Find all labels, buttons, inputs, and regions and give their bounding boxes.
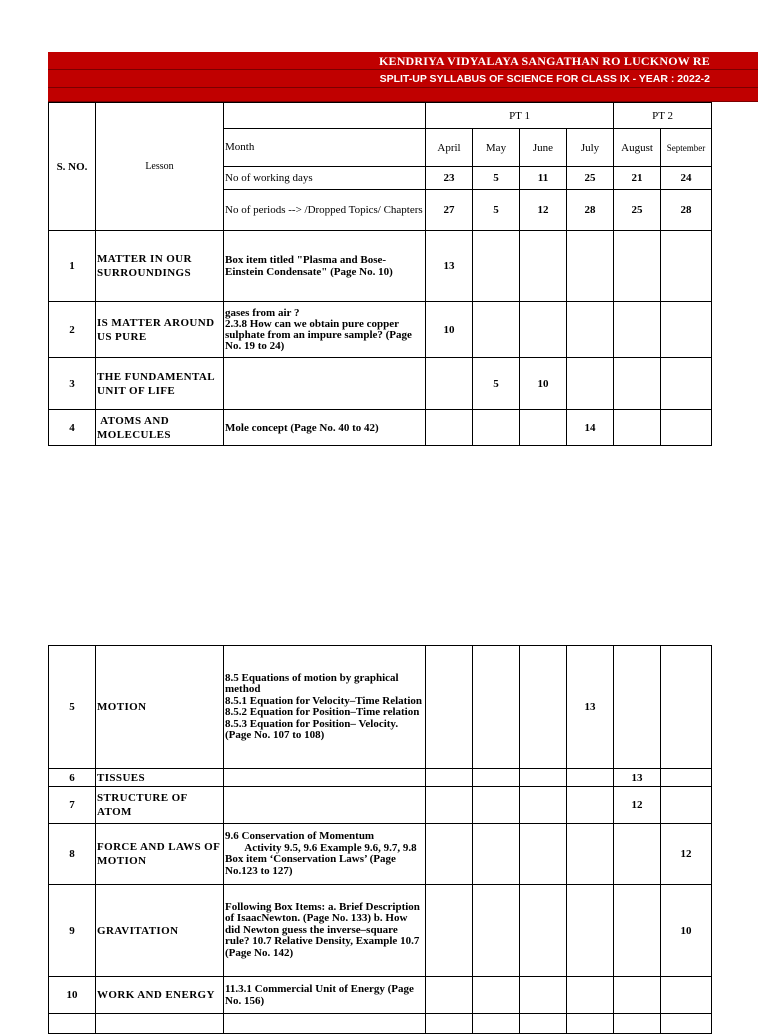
row-sno: 3	[49, 358, 96, 410]
syllabus-table-part-2	[48, 645, 712, 1034]
month-august: August	[614, 129, 661, 167]
row-may	[473, 302, 520, 358]
syllabus-subtitle: SPLIT-UP SYLLABUS OF SCIENCE FOR CLASS IX - YEAR : 2022-2	[379, 73, 710, 85]
empty-cell	[224, 1014, 426, 1034]
row-june: 10	[520, 358, 567, 410]
row-september	[661, 646, 712, 769]
row-august	[614, 646, 661, 769]
periods-july: 28	[567, 190, 614, 231]
row-lesson: TISSUES	[96, 769, 224, 787]
row-april: 13	[426, 231, 473, 302]
table-row	[49, 787, 712, 824]
row-august	[614, 977, 661, 1014]
row-topics: gases from air ? 2.3.8 How can we obtain pure copper sulphate from an impure sample? (Page No. 19 to 24)	[224, 302, 426, 358]
row-september	[661, 769, 712, 787]
syllabus-table-part-1	[48, 102, 712, 446]
pt1-header: PT 1	[426, 103, 614, 129]
working-days-july: 25	[567, 167, 614, 190]
month-label: Month	[224, 129, 426, 167]
banner-strip	[48, 88, 758, 102]
school-title: KENDRIYA VIDYALAYA SANGATHAN RO LUCKNOW RE	[378, 54, 710, 68]
header-row-pt	[49, 103, 712, 129]
table-row	[49, 231, 712, 302]
row-august	[614, 302, 661, 358]
pt2-header: PT 2	[614, 103, 712, 129]
row-topics: 11.3.1 Commercial Unit of Energy (Page No. 156)	[224, 977, 426, 1014]
row-september	[661, 231, 712, 302]
row-august	[614, 358, 661, 410]
row-july	[567, 885, 614, 977]
row-june	[520, 231, 567, 302]
table-row	[49, 769, 712, 787]
row-sno: 2	[49, 302, 96, 358]
row-june	[520, 410, 567, 446]
row-lesson: THE FUNDAMENTAL UNIT OF LIFE	[96, 358, 224, 410]
row-september	[661, 787, 712, 824]
row-lesson: STRUCTURE OF ATOM	[96, 787, 224, 824]
empty-cell	[520, 1014, 567, 1034]
periods-label: No of periods --> /Dropped Topics/ Chapters	[224, 190, 426, 231]
lesson-header: Lesson	[96, 103, 224, 231]
table-row	[49, 410, 712, 446]
row-august	[614, 231, 661, 302]
row-june	[520, 977, 567, 1014]
empty-cell	[567, 1014, 614, 1034]
row-lesson: WORK AND ENERGY	[96, 977, 224, 1014]
row-topics	[224, 787, 426, 824]
table-row	[49, 824, 712, 885]
empty-cell	[614, 1014, 661, 1034]
row-september: 12	[661, 824, 712, 885]
working-days-april: 23	[426, 167, 473, 190]
row-july	[567, 231, 614, 302]
row-lesson: IS MATTER AROUND US PURE	[96, 302, 224, 358]
row-may	[473, 646, 520, 769]
working-days-august: 21	[614, 167, 661, 190]
table-row	[49, 885, 712, 977]
row-september	[661, 410, 712, 446]
month-june: June	[520, 129, 567, 167]
row-june	[520, 646, 567, 769]
row-august: 12	[614, 787, 661, 824]
empty-cell	[49, 1014, 96, 1034]
row-april	[426, 977, 473, 1014]
syllabus-subtitle-banner	[48, 70, 758, 88]
row-april: 10	[426, 302, 473, 358]
row-lesson: MOTION	[96, 646, 224, 769]
row-lesson: GRAVITATION	[96, 885, 224, 977]
row-topics	[224, 769, 426, 787]
empty-cell	[96, 1014, 224, 1034]
empty-cell	[661, 1014, 712, 1034]
row-september: 10	[661, 885, 712, 977]
row-may: 5	[473, 358, 520, 410]
row-sno: 10	[49, 977, 96, 1014]
sno-header: S. NO.	[49, 103, 96, 231]
row-topics: 9.6 Conservation of Momentum Activity 9.5, 9.6 Example 9.6, 9.7, 9.8 Box item ‘Conservation Laws’ (Page No.123 to 127)	[224, 824, 426, 885]
row-sno: 4	[49, 410, 96, 446]
row-august	[614, 885, 661, 977]
row-may	[473, 885, 520, 977]
row-april	[426, 646, 473, 769]
month-september: September	[661, 129, 712, 167]
row-may	[473, 824, 520, 885]
empty-cell	[426, 1014, 473, 1034]
table-row-partial	[49, 1014, 712, 1034]
row-april	[426, 885, 473, 977]
periods-september: 28	[661, 190, 712, 231]
row-august	[614, 824, 661, 885]
working-days-may: 5	[473, 167, 520, 190]
month-july: July	[567, 129, 614, 167]
periods-may: 5	[473, 190, 520, 231]
row-lesson: MATTER IN OUR SURROUNDINGS	[96, 231, 224, 302]
row-june	[520, 769, 567, 787]
row-may	[473, 410, 520, 446]
periods-august: 25	[614, 190, 661, 231]
working-days-label: No of working days	[224, 167, 426, 190]
periods-april: 27	[426, 190, 473, 231]
row-september	[661, 977, 712, 1014]
row-april	[426, 769, 473, 787]
row-june	[520, 824, 567, 885]
table-row	[49, 977, 712, 1014]
row-topics: Box item titled "Plasma and Bose-Einstein Condensate" (Page No. 10)	[224, 231, 426, 302]
row-topics: Mole concept (Page No. 40 to 42)	[224, 410, 426, 446]
row-july	[567, 302, 614, 358]
table-row	[49, 358, 712, 410]
school-title-banner	[48, 52, 758, 70]
row-sno: 8	[49, 824, 96, 885]
working-days-september: 24	[661, 167, 712, 190]
row-may	[473, 977, 520, 1014]
row-may	[473, 231, 520, 302]
table-row	[49, 302, 712, 358]
row-sno: 9	[49, 885, 96, 977]
row-lesson: ATOMS AND MOLECULES	[96, 410, 224, 446]
row-august: 13	[614, 769, 661, 787]
row-july: 14	[567, 410, 614, 446]
row-june	[520, 302, 567, 358]
blank-header-cell	[224, 103, 426, 129]
row-april	[426, 824, 473, 885]
row-september	[661, 302, 712, 358]
row-august	[614, 410, 661, 446]
row-sno: 6	[49, 769, 96, 787]
row-april	[426, 787, 473, 824]
working-days-june: 11	[520, 167, 567, 190]
row-lesson: FORCE AND LAWS OF MOTION	[96, 824, 224, 885]
periods-june: 12	[520, 190, 567, 231]
row-topics: Following Box Items: a. Brief Description of IsaacNewton. (Page No. 133) b. How did Newton guess the inverse–square rule? 10.7 Relative Density, Example 10.7 (Page No. 142)	[224, 885, 426, 977]
row-may	[473, 787, 520, 824]
month-may: May	[473, 129, 520, 167]
row-sno: 5	[49, 646, 96, 769]
month-april: April	[426, 129, 473, 167]
row-sno: 1	[49, 231, 96, 302]
row-july: 13	[567, 646, 614, 769]
row-july	[567, 787, 614, 824]
row-july	[567, 358, 614, 410]
row-june	[520, 787, 567, 824]
table-row	[49, 646, 712, 769]
row-july	[567, 769, 614, 787]
empty-cell	[473, 1014, 520, 1034]
row-april	[426, 358, 473, 410]
row-july	[567, 977, 614, 1014]
row-april	[426, 410, 473, 446]
row-sno: 7	[49, 787, 96, 824]
row-may	[473, 769, 520, 787]
row-september	[661, 358, 712, 410]
row-topics	[224, 358, 426, 410]
row-july	[567, 824, 614, 885]
row-june	[520, 885, 567, 977]
row-topics: 8.5 Equations of motion by graphical method 8.5.1 Equation for Velocity–Time Relation 8.5.2 Equation for Position–Time relation 8.5.3 Equation for Position– Velocity. (Page No. 107 to 108)	[224, 646, 426, 769]
